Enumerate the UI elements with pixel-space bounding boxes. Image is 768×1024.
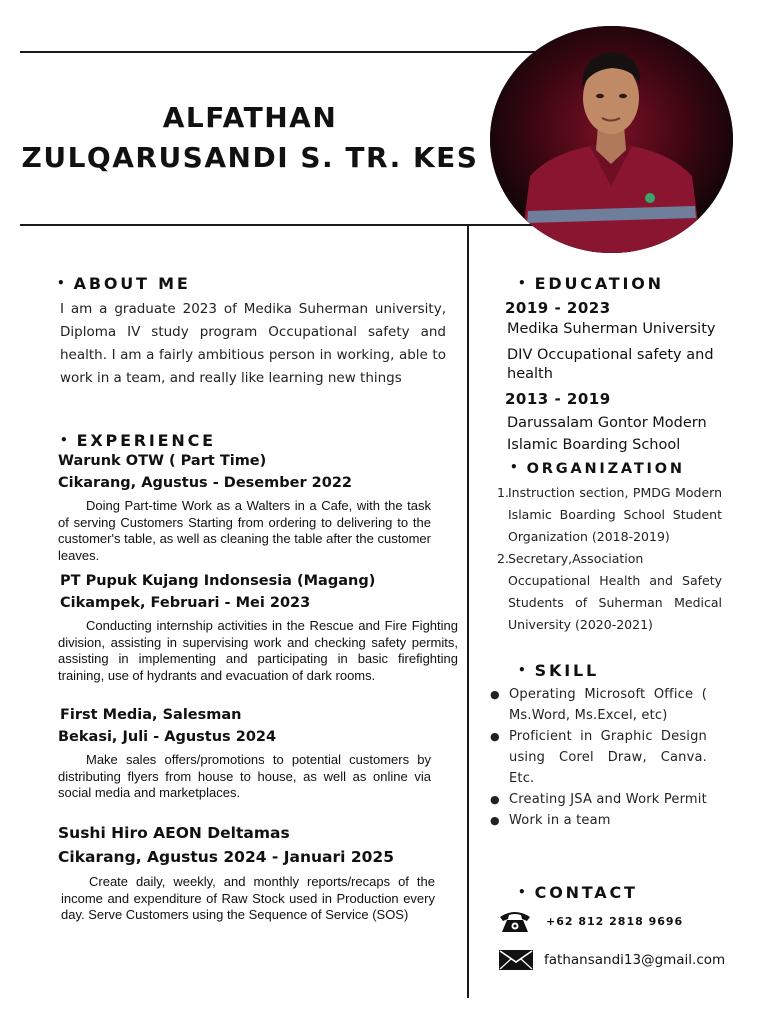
skill-list (490, 684, 707, 831)
experience-heading: • EXPERIENCE (60, 431, 216, 450)
profile-photo (490, 26, 733, 253)
skill-text: Work in a team (509, 813, 611, 828)
name-line-2: ZULQARUSANDI S. TR. KES (21, 141, 479, 174)
column-divider (467, 226, 469, 998)
heading-bullet: • (57, 276, 65, 290)
organization-item (497, 482, 722, 548)
education-years-1: 2019 - 2023 (505, 299, 611, 317)
envelope-icon (498, 948, 534, 972)
skill-item (490, 726, 707, 789)
organization-list (497, 482, 722, 636)
job-title-3: First Media, Salesman (60, 707, 242, 723)
skill-heading: • SKILL (518, 661, 599, 680)
heading-bullet: • (518, 663, 526, 677)
job-desc-4: Create daily, weekly, and monthly reports/recaps of the income and expenditure of Raw Stock used in Production every day. Serve Customers using the Sequence of Service (SOS) (61, 874, 435, 922)
header-bottom-rule (20, 224, 568, 226)
organization-heading: • ORGANIZATION (510, 460, 685, 477)
heading-bullet: • (60, 433, 68, 447)
skill-text: Creating JSA and Work Permit (509, 792, 707, 807)
organization-item-number: 1. (497, 485, 509, 500)
telephone-icon (498, 908, 532, 934)
education-heading: • EDUCATION (518, 274, 664, 293)
skill-bullet: ● (490, 730, 500, 743)
education-school-1: Medika Suherman University (507, 321, 716, 337)
about-text: I am a graduate 2023 of Medika Suherman university, Diploma IV study program Occupational safety and health. I am a fairly ambitious person in working, able to work in a team, and really like learning new things (60, 301, 446, 386)
job-title-2: PT Pupuk Kujang Indonsesia (Magang) (60, 573, 376, 589)
organization-item-text: Secretary,Association Occupational Health and Safety Students of Suherman Medical University (2020-2021) (508, 551, 722, 632)
education-years-2: 2013 - 2019 (505, 390, 611, 408)
education-program-1: DIV Occupational safety and health (507, 347, 714, 382)
organization-item (497, 548, 722, 636)
organization-item-text: Instruction section, PMDG Modern Islamic Boarding School Student Organization (2018-2019) (508, 485, 722, 544)
job-desc-3: Make sales offers/promotions to potential customers by distributing flyers from house to house, as well as online via social media and marketplaces. (58, 752, 431, 800)
contact-phone: +62 812 2818 9696 (546, 914, 684, 928)
skill-bullet: ● (490, 793, 500, 806)
education-school-2: Darussalam Gontor Modern Islamic Boarding School (507, 415, 707, 453)
heading-bullet: • (510, 460, 518, 474)
contact-email: fathansandi13@gmail.com (544, 952, 726, 968)
skill-text: Proficient in Graphic Design using Corel Draw, Canva. Etc. (509, 729, 707, 786)
top-rule (20, 51, 540, 53)
profile-photo-illustration (490, 26, 733, 253)
job-desc-1: Doing Part-time Work as a Walters in a Cafe, with the task of serving Customers Starting from ordering to delivering to the customer's table, as well as cleaning the table after the customer leaves. (58, 498, 431, 563)
job-date-4: Cikarang, Agustus 2024 - Januari 2025 (58, 848, 395, 866)
job-date-2: Cikampek, Februari - Mei 2023 (60, 595, 311, 611)
skill-item (490, 684, 707, 726)
heading-bullet: • (518, 276, 526, 290)
contact-phone-row (498, 908, 683, 934)
heading-bullet: • (518, 885, 526, 899)
job-date-1: Cikarang, Agustus - Desember 2022 (58, 475, 353, 491)
contact-email-row (498, 948, 725, 972)
skill-item (490, 789, 707, 810)
job-title-1: Warunk OTW ( Part Time) (58, 453, 267, 469)
about-heading: • ABOUT ME (57, 274, 191, 293)
skill-item (490, 810, 707, 831)
skill-bullet: ● (490, 814, 500, 827)
skill-text: Operating Microsoft Office ( Ms.Word, Ms.Excel, etc) (509, 687, 707, 723)
name-line-1: ALFATHAN (162, 101, 338, 134)
contact-heading: • CONTACT (518, 883, 638, 902)
job-desc-2: Conducting internship activities in the Rescue and Fire Fighting division, assisting in supervising work and checking safety permits, assisting in implementing and participating in basic firefighting training, use of hydrants and evacuation of dark rooms. (58, 618, 458, 683)
organization-item-number: 2. (497, 551, 509, 566)
job-date-3: Bekasi, Juli - Agustus 2024 (58, 729, 277, 745)
job-title-4: Sushi Hiro AEON Deltamas (58, 824, 290, 842)
skill-bullet: ● (490, 688, 500, 701)
